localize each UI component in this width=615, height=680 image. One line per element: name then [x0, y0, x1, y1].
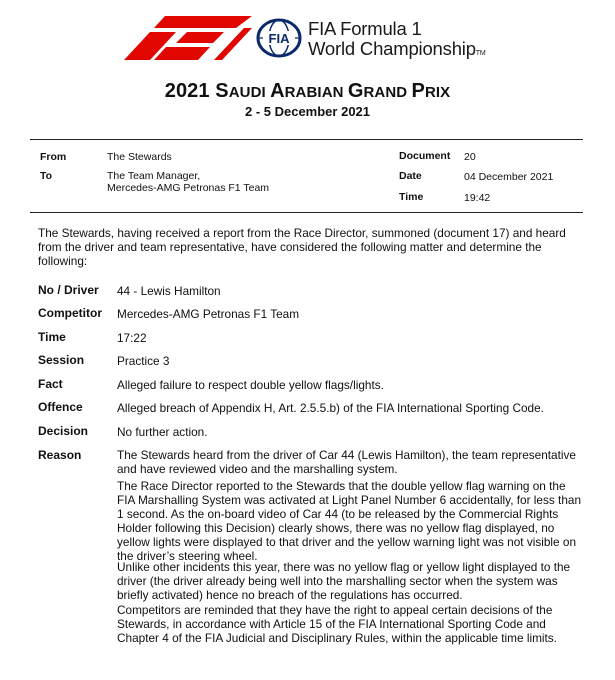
time-row-label: Time: [38, 330, 66, 344]
time-value: 19:42: [464, 192, 491, 204]
title-rix: RIX: [424, 84, 451, 101]
time-label: Time: [399, 191, 424, 203]
to-value-line2: Mercedes-AMG Petronas F1 Team: [107, 182, 270, 194]
reason-paragraph-1: The Stewards heard from the driver of Car 44 (Lewis Hamilton), the team representative and have reviewed video and the marshalling system.: [117, 448, 576, 476]
title-audi: AUDI: [228, 84, 271, 101]
svg-text:FIA: FIA: [268, 31, 290, 46]
from-label: From: [40, 151, 67, 163]
header-logo: [124, 16, 494, 60]
reason-paragraph-4: Competitors are reminded that they have the right to appeal certain decisions of the Stewards, in accordance with Article 15 of the FIA International Sporting Code and Chapter 4 of the FIA Judicial and Disciplinary Rules, within the applicable time limits.: [117, 603, 557, 645]
reason-paragraph-2: The Race Director reported to the Stewards that the double yellow flag warning on the FIA Marshalling System was activated at Light Panel Number 6 accidentally, for less than 1 second. As the on-board video of Car 44 (to be released by the Commercial Rights Holder following this Decision) clearly shows, there was no yellow flag displayed, no yellow lights were displayed to that driver and the yellow warning light was not visible on the driver’s steering wheel.: [117, 479, 582, 563]
driver-value: 44 - Lewis Hamilton: [117, 284, 221, 298]
date-value: 04 December 2021: [464, 171, 554, 183]
title-s: S: [215, 80, 229, 102]
title-a: A: [270, 80, 285, 102]
title-year: 2021: [164, 80, 216, 102]
fact-label: Fact: [38, 377, 63, 391]
document-title: [0, 80, 615, 103]
document-meta: [30, 139, 583, 213]
date-label: Date: [399, 170, 422, 182]
fia-globe-icon: [256, 18, 302, 58]
time-row-value: 17:22: [117, 331, 147, 345]
to-label: To: [40, 170, 53, 182]
brand-line2: World Championship: [308, 38, 476, 59]
driver-label: No / Driver: [38, 283, 99, 297]
competitor-value: Mercedes-AMG Petronas F1 Team: [117, 307, 300, 321]
intro-paragraph: The Stewards, having received a report from the Race Director, summoned (document 17) and heard from the driver and team representative, have considered the following matter and determine the following:: [38, 226, 566, 268]
session-value: Practice 3: [117, 354, 170, 368]
trademark-mark: TM: [475, 50, 486, 57]
offence-value: Alleged breach of Appendix H, Art. 2.5.5.b) of the FIA International Sporting Code.: [117, 401, 544, 415]
title-p: P: [411, 80, 425, 102]
title-g: G: [347, 80, 364, 102]
title-rand: RAND: [363, 84, 412, 101]
f1-logo-icon: [124, 16, 252, 60]
reason-label: Reason: [38, 448, 82, 462]
decision-label: Decision: [38, 424, 89, 438]
to-value-line1: The Team Manager,: [107, 170, 201, 182]
event-dates: 2 - 5 December 2021: [244, 104, 371, 119]
brand-text: [308, 19, 486, 64]
from-value: The Stewards: [107, 151, 172, 163]
title-rabian: RABIAN: [284, 84, 348, 101]
document-value: 20: [464, 151, 476, 163]
reason-paragraph-3: Unlike other incidents this year, there was no yellow flag or yellow light displayed to the driver (the driver already being well into the marshalling sector when the system was briefly activated) hence no breach of the regulations has occurred.: [117, 560, 571, 602]
decision-value: No further action.: [117, 425, 208, 439]
brand-line1: FIA Formula 1: [308, 18, 422, 39]
fact-value: Alleged failure to respect double yellow flags/lights.: [117, 378, 384, 392]
competitor-label: Competitor: [38, 306, 102, 320]
document-label: Document: [399, 150, 451, 162]
offence-label: Offence: [38, 400, 83, 414]
session-label: Session: [38, 353, 85, 367]
